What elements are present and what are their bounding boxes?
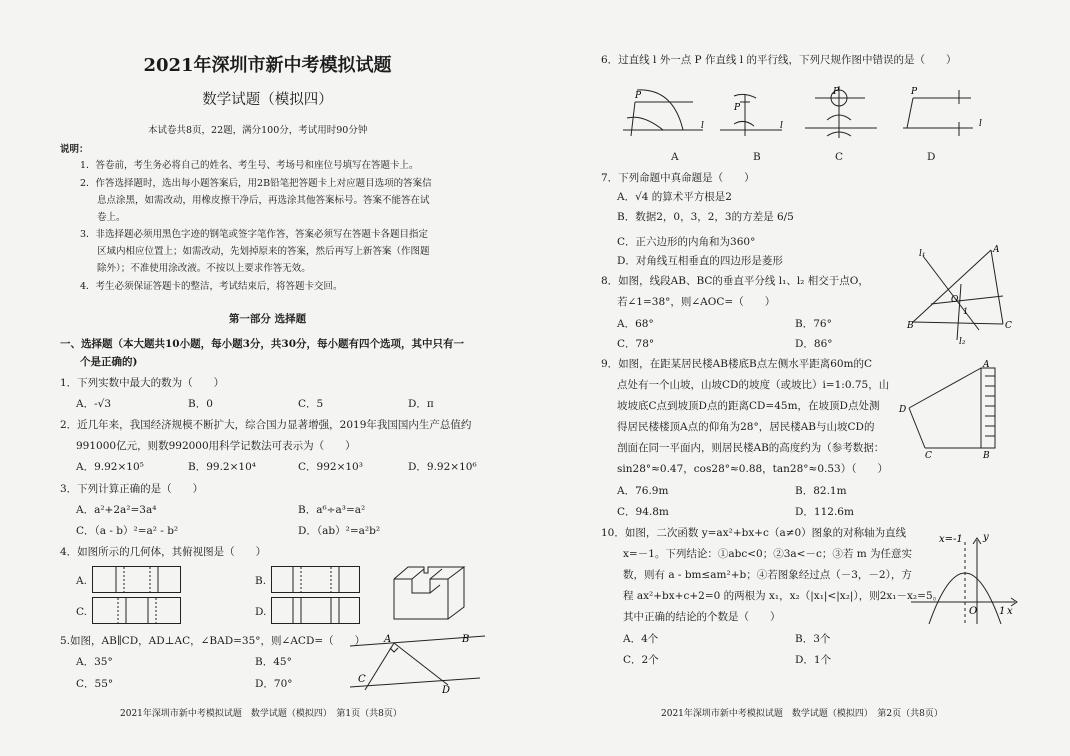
q10-label: O: [969, 606, 978, 617]
q5-option[interactable]: D．70°: [255, 678, 293, 690]
q5-option[interactable]: B．45°: [255, 656, 292, 668]
q8-label: O: [951, 295, 959, 305]
page-2: [535, 0, 1070, 756]
exam-title: 2021年深圳市新中考模拟试题: [143, 55, 392, 76]
q10-option[interactable]: D．1个: [795, 654, 832, 666]
q10-stem: 数，则有 a - bm≤am²+b；④若图象经过点（－3，－2），方: [623, 569, 912, 581]
section-heading: 第一部分 选择题: [228, 313, 307, 325]
note-line: 除外）；不准使用涂改液。不按以上要求作答无效。: [97, 263, 311, 274]
q8-label: C: [1005, 321, 1012, 331]
q1-option[interactable]: C．5: [298, 398, 324, 410]
part-heading: 一、选择题（本大题共10小题，每小题3分，共30分，每小题有四个选项，其中只有一: [60, 338, 465, 350]
note-line: 3．非选择题必须用黑色字迹的钢笔或签字笔作答，答案必须写在答题卡各题目指定: [80, 229, 429, 240]
q6-figure-c: [805, 84, 885, 138]
page-footer: 2021年深圳市新中考模拟试题 数学试题（模拟四） 第1页（共8页）: [120, 709, 402, 719]
q3-stem: 3．下列计算正确的是（ ）: [60, 483, 204, 495]
q8-stem: 若∠1=38°，则∠AOC=（ ）: [617, 296, 776, 308]
q9-stem: 点处有一个山坡，山坡CD的坡度（或坡比）i=1:0.75，山: [617, 379, 890, 391]
q2-option[interactable]: A．9.92×10⁵: [76, 461, 144, 473]
notes-label: 说明：: [60, 144, 89, 155]
q6-option-label[interactable]: A: [671, 151, 679, 163]
q8-option[interactable]: D．86°: [795, 338, 833, 350]
q8-figure: [907, 244, 1017, 347]
q9-stem: 剖面在同一平面内，则居民楼AB的高度约为（参考数据：: [617, 442, 885, 454]
q5-figure: [350, 630, 490, 696]
q6-label-l: l: [701, 121, 704, 131]
note-line: 卷上。: [97, 212, 126, 223]
q5-option[interactable]: A．35°: [76, 656, 113, 668]
q8-label: l₁: [919, 249, 926, 259]
q9-stem: 9．如图，在距某居民楼AB楼底B点左侧水平距离60m的C: [601, 358, 873, 370]
q6-label-p: P: [734, 103, 741, 113]
note-line: 区域内相应位置上；如需改动，先划掉原来的答案，然后再写上新答案（作图题: [97, 246, 430, 257]
q9-stem: 得居民楼楼顶A点的仰角为28°，居民楼AB与山坡CD的: [617, 421, 875, 433]
q9-stem: 坡坡底C点到坡顶D点的距离CD=45m，在坡顶D点处测: [617, 400, 880, 412]
q9-label: B: [983, 451, 990, 461]
q5-stem: 5.如图，AB∥CD，AD⊥AC，∠BAD=35°，则∠ACD=（ ）: [60, 635, 366, 647]
q5-label: A: [384, 634, 392, 645]
q9-label: C: [925, 451, 932, 461]
q10-axis-label: x=-1: [939, 534, 963, 545]
q10-stem: 其中正确的结论的个数是（ ）: [623, 611, 781, 623]
q8-option[interactable]: A．68°: [617, 318, 654, 330]
q2-option[interactable]: B．99.2×10⁴: [188, 461, 256, 473]
q6-figure-b: [720, 88, 790, 138]
q6-figure-a: [623, 88, 708, 138]
q7-option[interactable]: B．数据2，0，3，2，3的方差是 6/5: [617, 211, 794, 223]
q5-label: B: [462, 634, 470, 645]
q2-option[interactable]: D．9.92×10⁶: [408, 461, 477, 473]
q6-label-l: l: [979, 119, 982, 129]
q10-label: 1: [999, 606, 1006, 617]
q1-option[interactable]: A．-√3: [76, 398, 112, 410]
q2-stem: 991000亿元，则数992000用科学记数法可表示为（ ）: [76, 440, 356, 452]
q9-option[interactable]: C．94.8m: [617, 506, 669, 518]
q10-stem: x=－1。下列结论：①abc<0；②3a<－c；③若 m 为任意实: [623, 548, 912, 560]
q3-option[interactable]: B．a⁶÷a³=a²: [298, 504, 366, 516]
q7-option[interactable]: A．√4 的算术平方根是2: [617, 191, 732, 203]
q8-label: l₂: [959, 337, 966, 347]
q8-label: B: [907, 321, 914, 331]
q6-option-label[interactable]: C: [835, 151, 844, 163]
q9-stem: sin28°≈0.47，cos28°≈0.88，tan28°≈0.53）（ ）: [617, 463, 888, 475]
q4-view-a: [92, 566, 182, 594]
q10-stem: 程 ax²+bx+c+2=0 的两根为 x₁，x₂（|x₁|<|x₂|），则2x₁－x₂=5。: [623, 590, 944, 602]
q5-label: C: [358, 674, 366, 685]
note-line: 2．作答选择题时，选出每小题答案后，用2B铅笔把答题卡上对应题目选项的答案信: [80, 178, 432, 189]
q7-stem: 7．下列命题中真命题是（ ）: [601, 172, 755, 184]
q6-figure-d: [903, 88, 985, 138]
q1-stem: 1．下列实数中最大的数为（ ）: [60, 377, 225, 389]
q8-option[interactable]: C．78°: [617, 338, 655, 350]
q3-option[interactable]: C．（a - b）²=a² - b²: [76, 525, 179, 537]
q6-stem: 6．过直线 l 外一点 P 作直线 l 的平行线，下列尺规作图中错误的是（ ）: [601, 54, 957, 66]
q10-figure: [911, 532, 1021, 627]
q9-label: D: [899, 405, 907, 415]
part-heading: 个是正确的): [80, 356, 138, 368]
q4-option[interactable]: D.: [255, 606, 267, 618]
q10-option[interactable]: A．4个: [623, 633, 659, 645]
q2-stem: 2．近几年来，我国经济规模不断扩大，综合国力显著增强，2019年我国国内生产总值约: [60, 419, 472, 431]
q7-option[interactable]: D．对角线互相垂直的四边形是菱形: [617, 255, 783, 267]
q9-option[interactable]: A．76.9m: [617, 485, 669, 497]
q6-label-p: P: [833, 87, 840, 97]
q1-option[interactable]: D．π: [408, 398, 434, 410]
page-footer: 2021年深圳市新中考模拟试题 数学试题（模拟四） 第2页（共8页）: [661, 709, 943, 719]
q10-option[interactable]: C．2个: [623, 654, 659, 666]
q4-view-b: [271, 566, 361, 594]
q10-label: y: [983, 532, 989, 543]
q9-option[interactable]: D．112.6m: [795, 506, 854, 518]
q9-figure: [899, 360, 1009, 461]
q4-option[interactable]: B.: [255, 575, 267, 587]
note-line: 4．考生必须保证答题卡的整洁，考试结束后，将答题卡交回。: [80, 281, 343, 292]
q6-label-p: P: [911, 87, 918, 97]
q10-label: x: [1007, 606, 1013, 617]
q10-stem: 10．如图，二次函数 y=ax²+bx+c（a≠0）图象的对称轴为直线: [601, 527, 907, 539]
q6-option-label[interactable]: B: [753, 151, 761, 163]
q4-solid-figure: [392, 563, 472, 621]
q6-label-l: l: [780, 121, 783, 131]
q6-option-label[interactable]: D: [927, 151, 936, 163]
q1-option[interactable]: B．0: [188, 398, 213, 410]
q4-view-c: [92, 597, 182, 625]
q4-option[interactable]: C.: [76, 606, 87, 618]
q5-label: D: [442, 685, 451, 696]
q8-option[interactable]: B．76°: [795, 318, 832, 330]
note-line: 1．答卷前，考生务必将自己的姓名、考生号、考场号和座位号填写在答题卡上。: [80, 160, 419, 171]
q4-stem: 4．如图所示的几何体，其俯视图是（ ）: [60, 546, 267, 558]
q8-label: 1: [963, 307, 969, 316]
q3-option[interactable]: D．（ab）²=a²b²: [298, 525, 381, 537]
q6-label-p: P: [635, 91, 642, 101]
q4-option[interactable]: A.: [76, 575, 87, 587]
exam-subtitle: 数学试题（模拟四）: [202, 92, 333, 108]
q3-option[interactable]: A．a²+2a²=3a⁴: [76, 504, 157, 516]
q7-option[interactable]: C．正六边形的内角和为360°: [617, 236, 756, 248]
note-line: 息点涂黑，如需改动，用橡皮擦干净后，再选涂其他答案标号。答案不能答在试: [97, 195, 430, 206]
q8-label: A: [993, 245, 1000, 255]
exam-info: 本试卷共8页，22题，满分100分，考试用时90分钟: [148, 125, 368, 136]
q2-option[interactable]: C．992×10³: [298, 461, 363, 473]
q10-option[interactable]: B．3个: [795, 633, 831, 645]
q8-stem: 8．如图，线段AB、BC的垂直平分线 l₁、l₂ 相交于点O，: [601, 275, 869, 287]
q9-option[interactable]: B．82.1m: [795, 485, 847, 497]
q5-option[interactable]: C．55°: [76, 678, 114, 690]
q4-view-d: [271, 597, 361, 625]
q9-label: A: [983, 360, 990, 370]
